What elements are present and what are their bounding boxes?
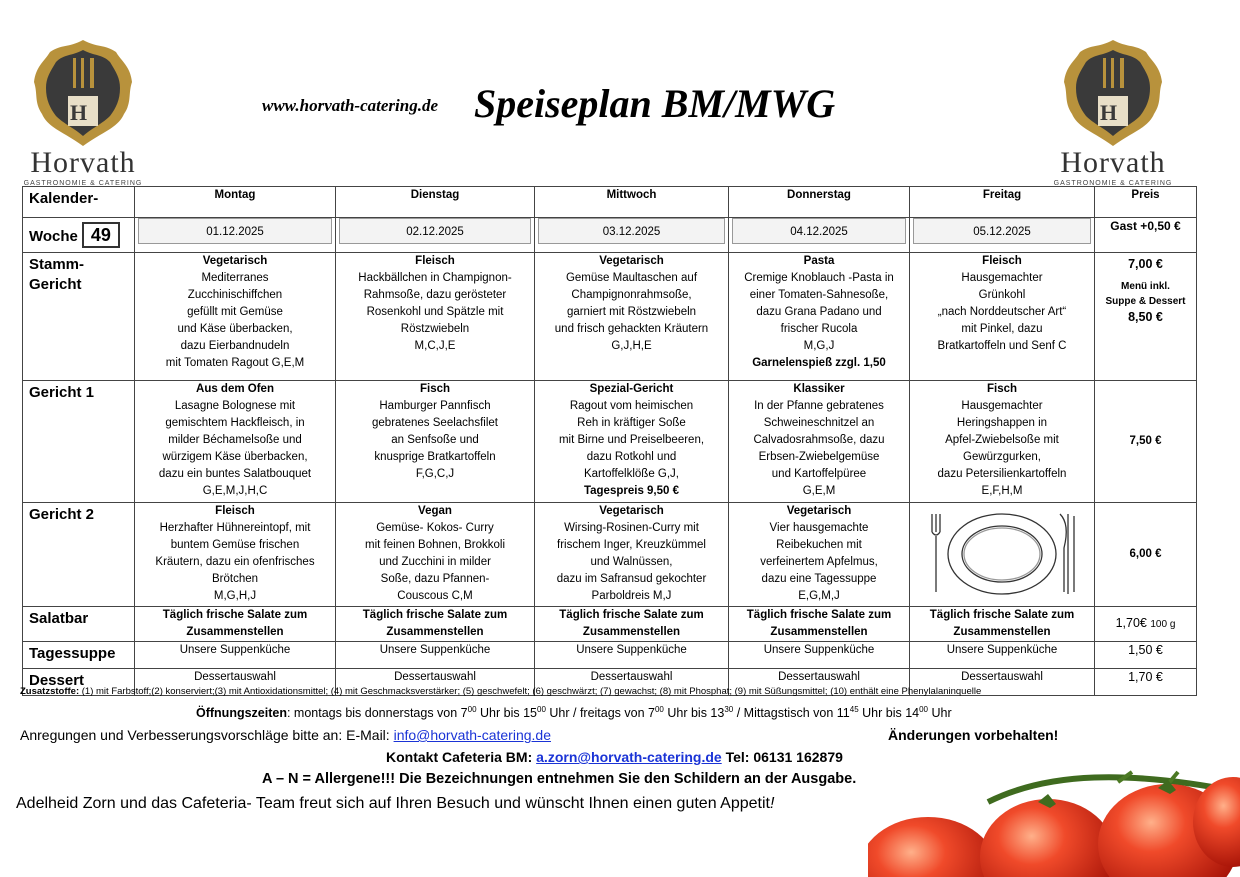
dish-cell: Fisch Hausgemachter Heringshappen in Apfel-Zwiebelsoße mit Gewürzgurken, dazu Petersilienkartoffeln E,F,H,M xyxy=(910,381,1095,503)
info-email-link[interactable]: info@horvath-catering.de xyxy=(393,727,551,743)
dessert-cell: Dessertauswahl xyxy=(535,669,729,696)
contact-email-link[interactable]: a.zorn@horvath-catering.de xyxy=(536,749,722,765)
logo-letter: H xyxy=(70,100,88,125)
date-cell: 01.12.2025 xyxy=(135,218,336,253)
logo-brand: Horvath xyxy=(30,146,136,179)
day-header: Montag xyxy=(135,187,336,218)
allergen-note: A – N = Allergene!!! Die Bezeichnungen entnehmen Sie den Schildern an der Ausgabe. xyxy=(262,771,857,787)
soup-cell: Unsere Suppenküche xyxy=(135,642,336,669)
additives-note: Zusatzstoffe: (1) mit Farbstoff;(2) konserviert;(3) mit Antioxidationsmittel; (4) mit Geschmacksverstärker; (5) geschwefelt; (6) geschwärzt; (7) gewachst; (8) mit Phosphat; (9) mit Süßungsmittel; (10) enthält eine Phenylalaninquelle xyxy=(20,686,982,697)
crest-icon xyxy=(1062,38,1164,148)
page-title: Speiseplan BM/MWG xyxy=(474,81,836,126)
changes-reserved: Änderungen vorbehalten! xyxy=(888,727,1059,743)
dessert-cell: Dessertauswahl xyxy=(729,669,910,696)
crest-icon xyxy=(32,38,134,148)
logo-letter: H xyxy=(1100,100,1118,125)
date-row xyxy=(23,218,1197,253)
price-cell: 1,50 € xyxy=(1095,642,1197,669)
dish-cell: Fleisch Hausgemachter Grünkohl „nach Norddeutscher Art“ mit Pinkel, dazu Bratkartoffeln und Senf C xyxy=(910,253,1095,381)
week-cell xyxy=(23,218,135,253)
salad-cell: Täglich frische Salate zum Zusammenstellen xyxy=(729,607,910,642)
salad-cell: Täglich frische Salate zum Zusammenstellen xyxy=(910,607,1095,642)
price-cell: 7,00 € Menü inkl. Suppe & Dessert 8,50 € xyxy=(1095,253,1197,381)
logo-subtitle: GASTRONOMIE & CATERING xyxy=(23,180,143,187)
logo-subtitle: GASTRONOMIE & CATERING xyxy=(1053,180,1173,187)
stamm-row xyxy=(23,253,1197,381)
horvath-logo-right xyxy=(1048,38,1178,188)
day-header: Mittwoch xyxy=(535,187,729,218)
row-label: Salatbar xyxy=(23,607,135,642)
row-label: Tagessuppe xyxy=(23,642,135,669)
salad-cell: Täglich frische Salate zum Zusammenstellen xyxy=(535,607,729,642)
week-number: 49 xyxy=(82,222,120,248)
greeting: Adelheid Zorn und das Cafeteria- Team freut sich auf Ihren Besuch und wünscht Ihnen einen guten Appetit! xyxy=(16,795,775,812)
dish-cell: Vegan Gemüse- Kokos- Curry mit feinen Bohnen, Brokkoli und Zucchini in milder Soße, dazu Pfannen- Couscous C,M xyxy=(336,503,535,607)
gericht1-row xyxy=(23,381,1197,503)
row-label: Gericht 1 xyxy=(23,381,135,503)
price-header: Preis xyxy=(1095,187,1197,218)
logo-brand: Horvath xyxy=(1060,146,1166,179)
price-cell: 6,00 € xyxy=(1095,503,1197,607)
feedback-note: Anregungen und Verbesserungsvorschläge bitte an: E-Mail: info@horvath-catering.de xyxy=(20,727,551,743)
soup-cell: Unsere Suppenküche xyxy=(729,642,910,669)
dish-cell: Vegetarisch Mediterranes Zucchinischiffchen gefüllt mit Gemüse und Käse überbacken, dazu Eierbandnudeln mit Tomaten Ragout G,E,M xyxy=(135,253,336,381)
dish-cell: Spezial-Gericht Ragout vom heimischen Reh in kräftiger Soße mit Birne und Preiselbeeren, dazu Rotkohl und Kartoffelklöße G,J, Tagespreis 9,50 € xyxy=(535,381,729,503)
dish-cell: Vegetarisch Vier hausgemachte Reibekuchen mit verfeinertem Apfelmus, dazu eine Tagessuppe E,G,M,J xyxy=(729,503,910,607)
week-label: Woche xyxy=(29,228,78,245)
header-row xyxy=(23,187,1197,218)
tagessuppe-row xyxy=(23,642,1197,669)
salatbar-row xyxy=(23,607,1197,642)
price-cell: 7,50 € xyxy=(1095,381,1197,503)
opening-hours: Öffnungszeiten: montags bis donnerstags von $7^{00}$ Uhr bis $15^{00}$ Uhr / freitags von $7^{00}$ Uhr bis $13^{30}$ / Mittagstisch von $11^{45}$ Uhr bis $14^{00}$ Uhr xyxy=(196,705,952,721)
day-header: Dienstag xyxy=(336,187,535,218)
website-url: www.horvath-catering.de xyxy=(262,96,438,115)
salad-cell: Täglich frische Salate zum Zusammenstellen xyxy=(336,607,535,642)
contact-line: Kontakt Cafeteria BM: a.zorn@horvath-catering.de Tel: 06131 162879 xyxy=(386,749,843,765)
row-label: Dessert xyxy=(23,669,135,696)
gericht2-row xyxy=(23,503,1197,607)
soup-cell: Unsere Suppenküche xyxy=(910,642,1095,669)
day-header: Freitag xyxy=(910,187,1095,218)
dish-cell: Pasta Cremige Knoblauch -Pasta in einer Tomaten-Sahnesoße, dazu Grana Padano und frischer Rucola M,G,J Garnelenspieß zzgl. 1,50 xyxy=(729,253,910,381)
date-cell: 03.12.2025 xyxy=(535,218,729,253)
row-label: Stamm- Gericht xyxy=(23,253,135,381)
corner-label: Kalender- xyxy=(23,187,135,218)
price-cell: 1,70€ 100 g xyxy=(1095,607,1197,642)
dessert-cell: Dessertauswahl xyxy=(910,669,1095,696)
date-cell: 04.12.2025 xyxy=(729,218,910,253)
tomatoes-icon xyxy=(868,762,1240,877)
plate-cutlery-icon xyxy=(922,506,1082,598)
menu-table xyxy=(22,186,1197,696)
dish-cell: Fleisch Hackbällchen in Champignon- Rahmsoße, dazu gerösteter Rosenkohl und Spätzle mit Röstzwiebeln M,C,J,E xyxy=(336,253,535,381)
salad-cell: Täglich frische Salate zum Zusammenstellen xyxy=(135,607,336,642)
date-cell: 05.12.2025 xyxy=(910,218,1095,253)
plate-illustration-cell xyxy=(910,503,1095,607)
soup-cell: Unsere Suppenküche xyxy=(336,642,535,669)
date-cell: 02.12.2025 xyxy=(336,218,535,253)
dish-cell: Vegetarisch Gemüse Maultaschen auf Champignonrahmsoße, garniert mit Röstzwiebeln und frisch gehackten Kräutern G,J,H,E xyxy=(535,253,729,381)
dish-cell: Vegetarisch Wirsing-Rosinen-Curry mit frischem Inger, Kreuzkümmel und Walnüssen, dazu im Safransud gekochter Parboldreis M,J xyxy=(535,503,729,607)
dish-cell: Klassiker In der Pfanne gebratenes Schweineschnitzel an Calvadosrahmsoße, dazu Erbsen-Zwiebelgemüse und Kartoffelpüree G,E,M xyxy=(729,381,910,503)
day-header: Donnerstag xyxy=(729,187,910,218)
row-label: Gericht 2 xyxy=(23,503,135,607)
soup-cell: Unsere Suppenküche xyxy=(535,642,729,669)
price-cell: 1,70 € xyxy=(1095,669,1197,696)
dessert-cell: Dessertauswahl xyxy=(336,669,535,696)
dish-cell: Fleisch Herzhafter Hühnereintopf, mit buntem Gemüse frischen Kräutern, dazu ein ofenfrisches Brötchen M,G,H,J xyxy=(135,503,336,607)
dish-cell: Fisch Hamburger Pannfisch gebratenes Seelachsfilet an Senfsoße und knusprige Bratkartoffeln F,G,C,J xyxy=(336,381,535,503)
dessert-cell: Dessertauswahl xyxy=(135,669,336,696)
guest-surcharge: Gast +0,50 € xyxy=(1095,218,1197,253)
horvath-logo-left xyxy=(18,38,148,188)
dish-cell: Aus dem Ofen Lasagne Bolognese mit gemischtem Hackfleisch, in milder Béchamelsoße und würzigem Käse überbacken, dazu ein buntes Salatbouquet G,E,M,J,H,C xyxy=(135,381,336,503)
